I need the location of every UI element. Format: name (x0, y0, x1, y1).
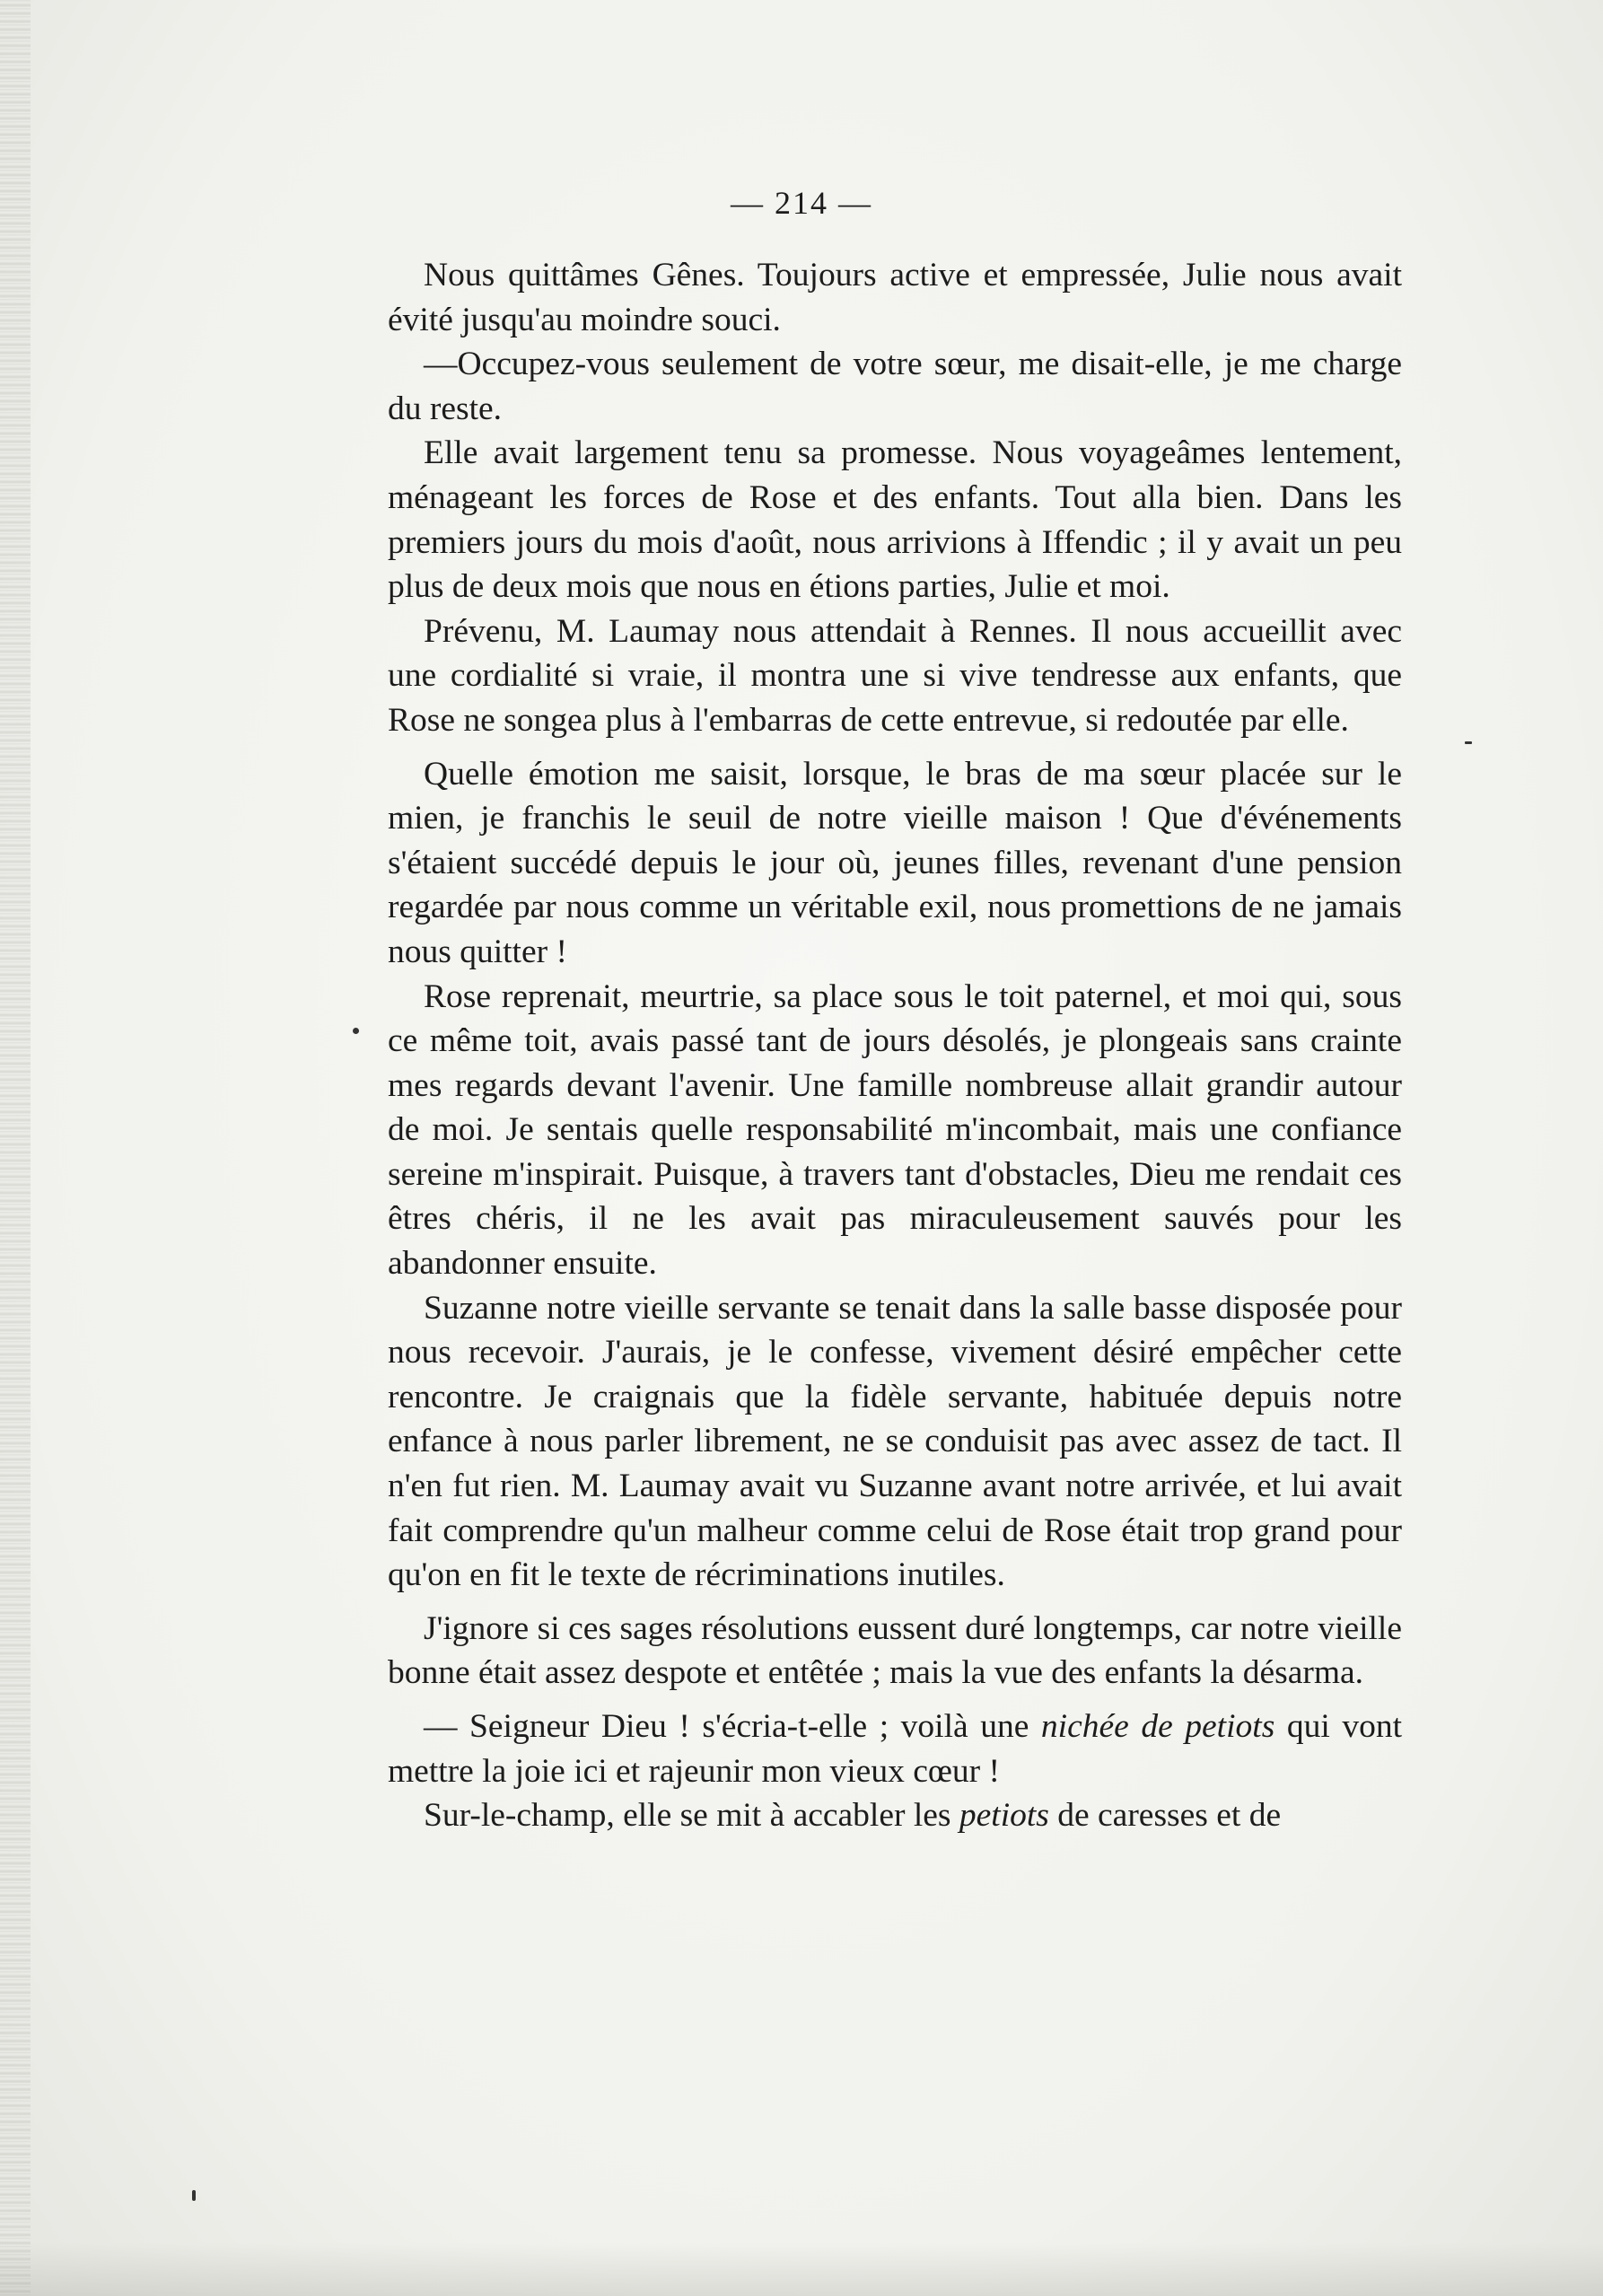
paragraph-4: Prévenu, M. Laumay nous attendait à Rennes. Il nous accueillit avec une cordialité si vraie, il montra une si vive tendresse aux enfants, que Rose ne songea plus à l'embarras de cette entrevue, si redoutée par elle. (388, 612, 1402, 739)
paragraph-5: Quelle émotion me saisit, lorsque, le bras de ma sœur placée sur le mien, je franchis le seuil de notre vieille maison ! Que d'événements s'étaient succédé depuis le jour où, jeunes filles, revenant d'une pension regardée par nous comme un véritable exil, nous promettions de ne jamais nous quitter ! (388, 755, 1402, 970)
paragraph-9 (388, 1704, 1402, 1793)
page-left-edge (0, 0, 31, 2296)
paragraph-10-start: Sur-le-champ, elle se mit à accabler les (424, 1797, 959, 1835)
ink-speck (1465, 741, 1472, 744)
ink-speck (353, 1028, 359, 1034)
paragraph-10-end: de caresses et de (1048, 1797, 1282, 1835)
ink-speck (192, 2190, 196, 2201)
paragraph-2: —Occupez-vous seulement de votre sœur, me disait-elle, je me charge du reste. (388, 346, 1402, 427)
paragraph-10-italic: petiots (959, 1797, 1049, 1835)
paragraph-6: Rose reprenait, meurtrie, sa place sous le toit paternel, et moi qui, sous ce même toit, avais passé tant de jours désolés, je plongeais sans crainte mes regards devant l'avenir. Une famille nombreuse allait grandir autour de moi. Je sentais quelle responsabilité m'incombait, mais une confiance sereine m'inspirait. Puisque, à travers tant d'obstacles, Dieu me rendait ces êtres chéris, il ne les avait pas miraculeusement sauvés pour les abandonner ensuite. (388, 977, 1402, 1283)
paragraph-9-end: qui vont mettre la joie ici et rajeunir mon vieux cœur ! (388, 1708, 1403, 1790)
page-number: — 214 — (731, 185, 872, 221)
paragraph-1: Nous quittâmes Gênes. Toujours active et empressée, Julie nous avait évité jusqu'au moindre souci. (388, 257, 1402, 338)
paragraph-10 (388, 1793, 1402, 1838)
paragraph-3: Elle avait largement tenu sa promesse. Nous voyageâmes lentement, ménageant les forces de Rose et des enfants. Tout alla bien. Dans les premiers jours du mois d'août, nous arrivions à Iffendic ; il y avait un peu plus de deux mois que nous en étions parties, Julie et moi. (388, 434, 1402, 606)
paragraph-9-italic: nichée de petiots (1040, 1708, 1275, 1745)
paragraph-8: J'ignore si ces sages résolutions eussent duré longtemps, car notre vieille bonne était assez despote et entêtée ; mais la vue des enfants la désarma. (388, 1609, 1402, 1692)
body-text (388, 253, 1402, 1838)
page-bottom-shadow (0, 2242, 1603, 2296)
paragraph-9-start: — Seigneur Dieu ! s'écria-t-elle ; voilà une (424, 1708, 1041, 1745)
paragraph-7: Suzanne notre vieille servante se tenait dans la salle basse disposée pour nous recevoir. J'aurais, je le confesse, vivement désiré empêcher cette rencontre. Je craignais que la fidèle servante, habituée depuis notre enfance à nous parler librement, ne se conduisit pas avec assez de tact. Il n'en fut rien. M. Laumay avait vu Suzanne avant notre arrivée, et lui avait fait comprendre qu'un malheur comme celui de Rose était trop grand pour qu'on en fit le texte de récriminations inutiles. (388, 1289, 1402, 1594)
